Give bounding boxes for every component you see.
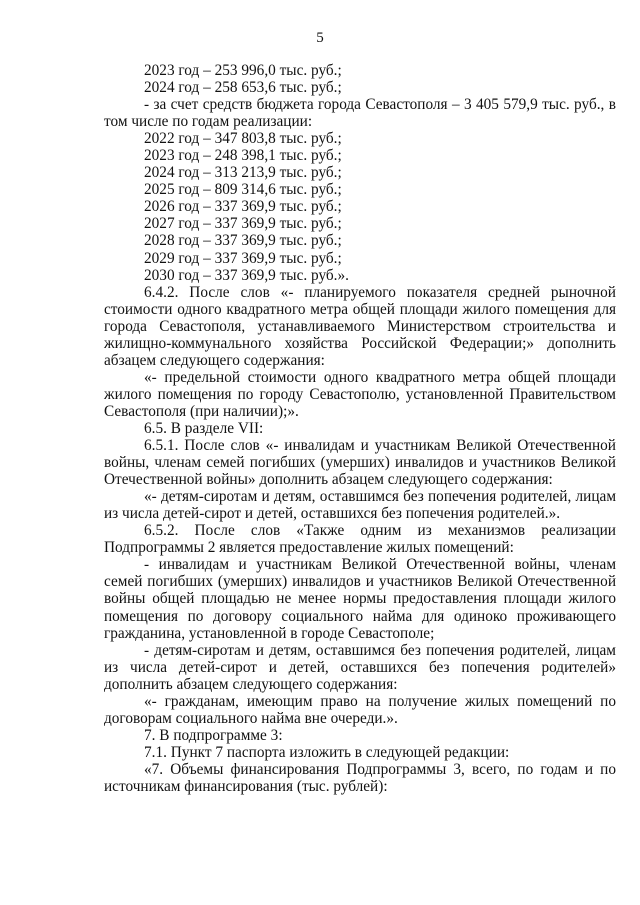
funding-year-line: 2023 год – 253 996,0 тыс. руб.; bbox=[144, 62, 342, 79]
clause-7-paragraph: «7. Объемы финансирования Подпрограммы 3, всего, по годам и по источникам финансирования (тыс. рублей): bbox=[104, 760, 616, 795]
document-body bbox=[104, 62, 616, 795]
page-number: 5 bbox=[316, 30, 324, 46]
funding-year-line: 2028 год – 337 369,9 тыс. руб.; bbox=[144, 232, 342, 250]
funding-year-line: 2023 год – 248 398,1 тыс. руб.; bbox=[144, 147, 342, 165]
funding-year-line: 2030 год – 337 369,9 тыс. руб.». bbox=[144, 266, 349, 284]
clause-6-5-2: 6.5.2. После слов «Также одним из механизмов реализации Подпрограммы 2 является предоставление жилых помещений: bbox=[104, 522, 616, 557]
funding-year-line: 2025 год – 809 314,6 тыс. руб.; bbox=[144, 181, 342, 199]
clause-6-5-1: 6.5.1. После слов «- инвалидам и участникам Великой Отечественной войны, членам семей погибших (умерших) инвалидов и участников Великой Отечественной войны» дополнить абзацем следующего содержания: bbox=[104, 437, 616, 489]
funding-year-line: 2024 год – 258 653,6 тыс. руб.; bbox=[144, 79, 342, 97]
clause-7: 7. В подпрограмме 3: bbox=[144, 726, 283, 744]
funding-year-line: 2026 год – 337 369,9 тыс. руб.; bbox=[144, 198, 342, 216]
inserted-paragraph: «- предельной стоимости одного квадратного метра общей площади жилого помещения по городу Севастополю, установленной Правительством Севастополя (при наличии);». bbox=[104, 368, 616, 420]
inserted-paragraph: «- гражданам, имеющим право на получение жилых помещений по договорам социального найма вне очереди.». bbox=[104, 692, 616, 727]
funding-year-line: 2022 год – 347 803,8 тыс. руб.; bbox=[144, 130, 342, 148]
funding-year-line: 2024 год – 313 213,9 тыс. руб.; bbox=[144, 164, 342, 182]
funding-year-line: 2027 год – 337 369,9 тыс. руб.; bbox=[144, 215, 342, 233]
list-paragraph: - инвалидам и участникам Великой Отечественной войны, членам семей погибших (умерших) инвалидов и участников Великой Отечественной войны общей площадью не менее нормы предоставления площади жилого помещения по договору социального найма для одиноко проживающего гражданина, установленной в городе Севастополе; bbox=[104, 556, 616, 642]
clause-7-1: 7.1. Пункт 7 паспорта изложить в следующей редакции: bbox=[144, 743, 510, 761]
funding-year-line: 2029 год – 337 369,9 тыс. руб.; bbox=[144, 249, 342, 267]
inserted-paragraph: «- детям-сиротам и детям, оставшимся без попечения родителей, лицам из числа детей-сирот и детей, оставшихся без попечения родителей.». bbox=[104, 488, 616, 523]
list-paragraph: - детям-сиротам и детям, оставшимся без попечения родителей, лицам из числа детей-сирот и детей, оставшихся без попечения родителей» дополнить абзацем следующего содержания: bbox=[104, 641, 616, 693]
budget-source-paragraph: - за счет средств бюджета города Севастополя – 3 405 579,9 тыс. руб., в том числе по годам реализации: bbox=[104, 96, 616, 131]
clause-6-4-2: 6.4.2. После слов «- планируемого показателя средней рыночной стоимости одного квадратного метра общей площади жилого помещения для города Севастополя, устанавливаемого Министерством строительства и жилищно-коммунального хозяйства Российской Федерации;» дополнить абзацем следующего содержания: bbox=[104, 283, 616, 369]
clause-6-5: 6.5. В разделе VII: bbox=[144, 419, 264, 437]
